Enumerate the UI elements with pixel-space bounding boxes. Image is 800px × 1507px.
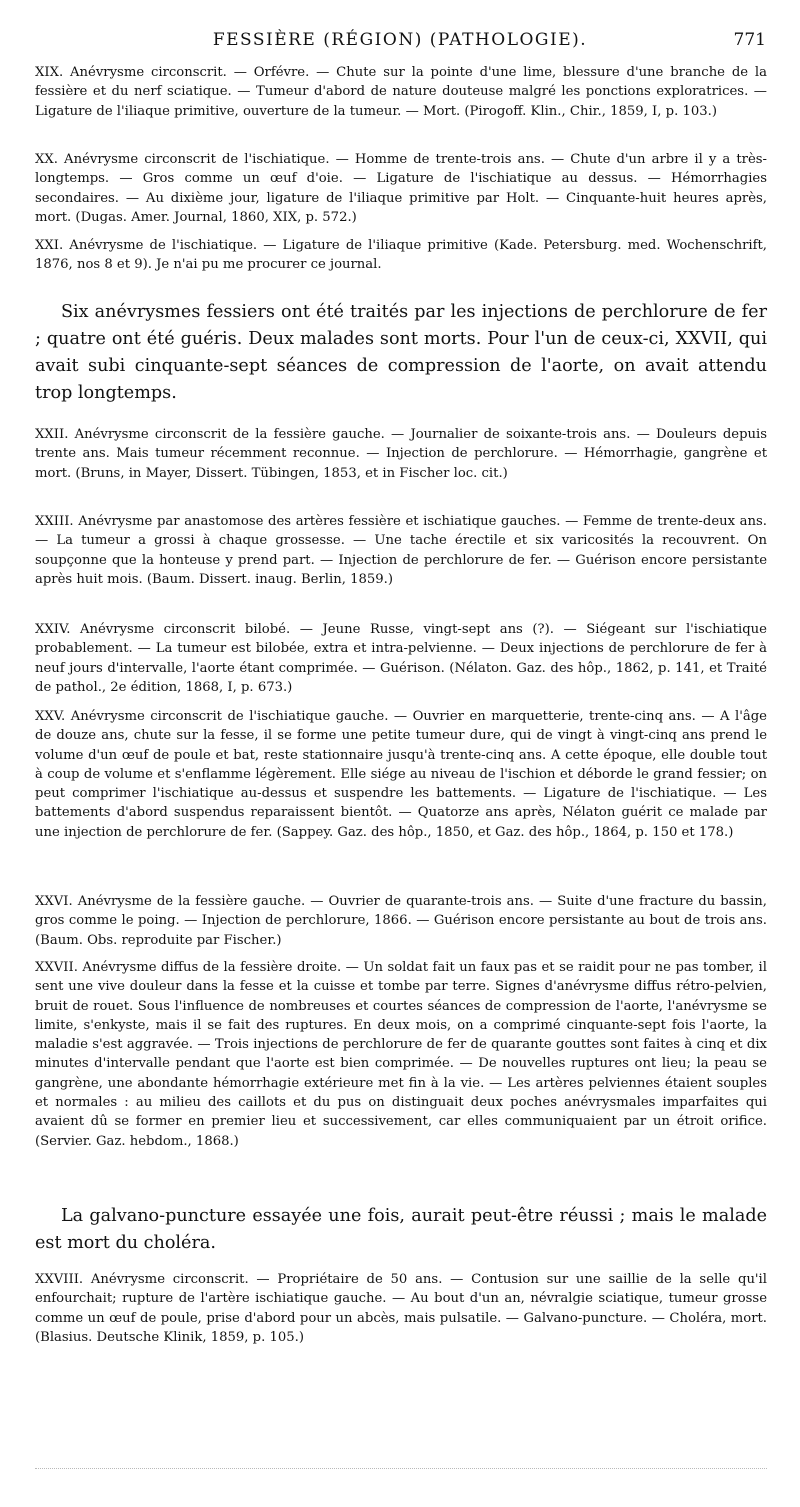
case-number: XXVII. xyxy=(35,960,83,975)
case-number: XXI. xyxy=(35,238,70,253)
case-number: XXVI. xyxy=(35,894,78,909)
case-text: Anévrysme de la fessière gauche. — Ouvrier de quarante-trois ans. — Suite d'une fracture du bassin, gros comme le poing. — Injection de perchlorure, 1866. — Guérison encore persistante au bout de trois ans. (Baum. Obs. reproduite par Fischer.) xyxy=(35,894,767,948)
case-number: XXIII. xyxy=(35,514,79,529)
case-text: Anévrysme de l'ischiatique. — Ligature de l'iliaque primitive (Kade. Petersburg. med. Wochenschrift, 1876, nos 8 et 9). Je n'ai pu me procurer ce journal. xyxy=(35,238,767,273)
paragraph-galvano-puncture: La galvano-puncture essayée une fois, aurait peut-être réussi ; mais le malade est mort du choléra. xyxy=(35,1206,767,1253)
case-text: Anévrysme circonscrit. — Orfévre. — Chute sur la pointe d'une lime, blessure d'une branche de la fessière et du nerf sciatique. — Tumeur d'abord de nature douteuse malgré les ponctions exploratrices. — Ligature de l'iliaque primitive, ouverture de la tumeur. — Mort. (Pirogoff. Klin., Chir., 1859, I, p. 103.) xyxy=(35,65,768,119)
case-XXVIII xyxy=(35,1270,767,1347)
faint-bottom-rule xyxy=(35,1468,767,1470)
case-text: Anévrysme circonscrit de l'ischiatique. — Homme de trente-trois ans. — Chute d'un arbre il y a très-longtemps. — Gros comme un œuf d'oie. — Ligature de l'ischiatique au dessus. — Hémorrhagies secondaires. — Au dixième jour, ligature de l'iliaque primitive par Holt. — Cinquante-huit heures après, mort. (Dugas. Amer. Journal, 1860, XIX, p. 572.) xyxy=(35,152,767,225)
case-number: XX. xyxy=(35,152,65,167)
paragraph-injections-summary: Six anévrysmes fessiers ont été traités par les injections de perchlorure de fer ; quatre ont été guéris. Deux malades sont morts. Pour l'un de ceux-ci, XXVII, qui avait subi cinquante-sept séances de compression de l'aorte, on avait attendu trop longtemps. xyxy=(35,302,767,403)
case-XX xyxy=(35,150,767,227)
case-text: Anévrysme par anastomose des artères fessière et ischiatique gauches. — Femme de trente-deux ans. — La tumeur a grossi à chaque grossesse. — Une tache érectile et six varicosités la recouvrent. On soupçonne que la honteuse y prend part. — Injection de perchlorure de fer. — Guérison encore persistante après huit mois. (Baum. Dissert. inaug. Berlin, 1859.) xyxy=(35,514,767,587)
page-number: 771 xyxy=(733,30,766,50)
case-number: XXII. xyxy=(35,427,75,442)
case-XIX xyxy=(35,63,767,121)
case-XXII xyxy=(35,425,767,483)
case-XXVII xyxy=(35,958,767,1151)
case-XXVI xyxy=(35,892,767,950)
case-text: Anévrysme circonscrit bilobé. — Jeune Russe, vingt-sept ans (?). — Siégeant sur l'ischiatique probablement. — La tumeur est bilobée, extra et intra-pelvienne. — Deux injections de perchlorure de fer à neuf jours d'intervalle, l'aorte étant comprimée. — Guérison. (Nélaton. Gaz. des hôp., 1862, p. 141, et Traité de pathol., 2e édition, 1868, I, p. 673.) xyxy=(35,622,767,695)
header-title: FESSIÈRE (RÉGION) (PATHOLOGIE). xyxy=(212,30,588,50)
case-XXIV xyxy=(35,620,767,697)
case-text: Anévrysme circonscrit. — Propriétaire de 50 ans. — Contusion sur une saillie de la selle qu'il enfourchait; rupture de l'artère ischiatique gauche. — Au bout d'un an, névralgie sciatique, tumeur grosse comme un œuf de poule, prise d'abord pour un abcès, mais pulsatile. — Galvano-puncture. — Choléra, mort. (Blasius. Deutsche Klinik, 1859, p. 105.) xyxy=(35,1272,767,1345)
case-number: XXIV. xyxy=(35,622,80,637)
case-number: XXV. xyxy=(35,709,71,724)
case-number: XIX. xyxy=(35,65,71,80)
case-text: Anévrysme circonscrit de la fessière gauche. — Journalier de soixante-trois ans. — Douleurs depuis trente ans. Mais tumeur récemment reconnue. — Injection de perchlorure. — Hémorrhagie, gangrène et mort. (Bruns, in Mayer, Dissert. Tübingen, 1853, et in Fischer loc. cit.) xyxy=(35,427,767,481)
running-header xyxy=(0,30,800,56)
case-text: Anévrysme diffus de la fessière droite. — Un soldat fait un faux pas et se raidit pour ne pas tomber, il sent une vive douleur dans la fesse et la cuisse et tombe par terre. Signes d'anévrysme diffus rétro-pelvien, bruit de rouet. Sous l'influence de nombreuses et courtes séances de compression de l'aorte, l'anévrysme se limite, s'enkyste, mais il se fait des ruptures. En deux mois, on a comprimé cinquante-sept fois l'aorte, la maladie s'est aggravée. — Trois injections de perchlorure de fer de quarante gouttes sont faites à cinq et dix minutes d'intervalle pendant que l'aorte est bien comprimée. — De nouvelles ruptures ont lieu; la peau se gangrène, une abondante hémorrhagie extérieure met fin à la vie. — Les artères pelviennes étaient souples et normales : au milieu des caillots et du pus on distinguait deux poches anévrysmales imparfaites qui avaient dû se former en premier lieu et successivement, car elles communiquaient par un étroit orifice. (Servier. Gaz. hebdom., 1868.) xyxy=(35,960,767,1149)
case-XXV xyxy=(35,707,767,842)
case-text: Anévrysme circonscrit de l'ischiatique gauche. — Ouvrier en marquetterie, trente-cinq ans. — A l'âge de douze ans, chute sur la fesse, il se forme une petite tumeur dure, qui de vingt à vingt-cinq ans prend le volume d'un œuf de poule et bat, reste stationnaire jusqu'à trente-cinq ans. A cette époque, elle double tout à coup de volume et s'enflamme légèrement. Elle siége au niveau de l'ischion et déborde le grand fessier; on peut comprimer l'ischiatique au-dessus et suspendre les battements. — Ligature de l'ischiatique. — Les battements d'abord suspendus reparaissent bientôt. — Quatorze ans après, Nélaton guérit ce malade par une injection de perchlorure de fer. (Sappey. Gaz. des hôp., 1850, et Gaz. des hôp., 1864, p. 150 et 178.) xyxy=(35,709,767,840)
case-number: XXVIII. xyxy=(35,1272,91,1287)
case-XXI xyxy=(35,236,767,275)
case-XXIII xyxy=(35,512,767,589)
